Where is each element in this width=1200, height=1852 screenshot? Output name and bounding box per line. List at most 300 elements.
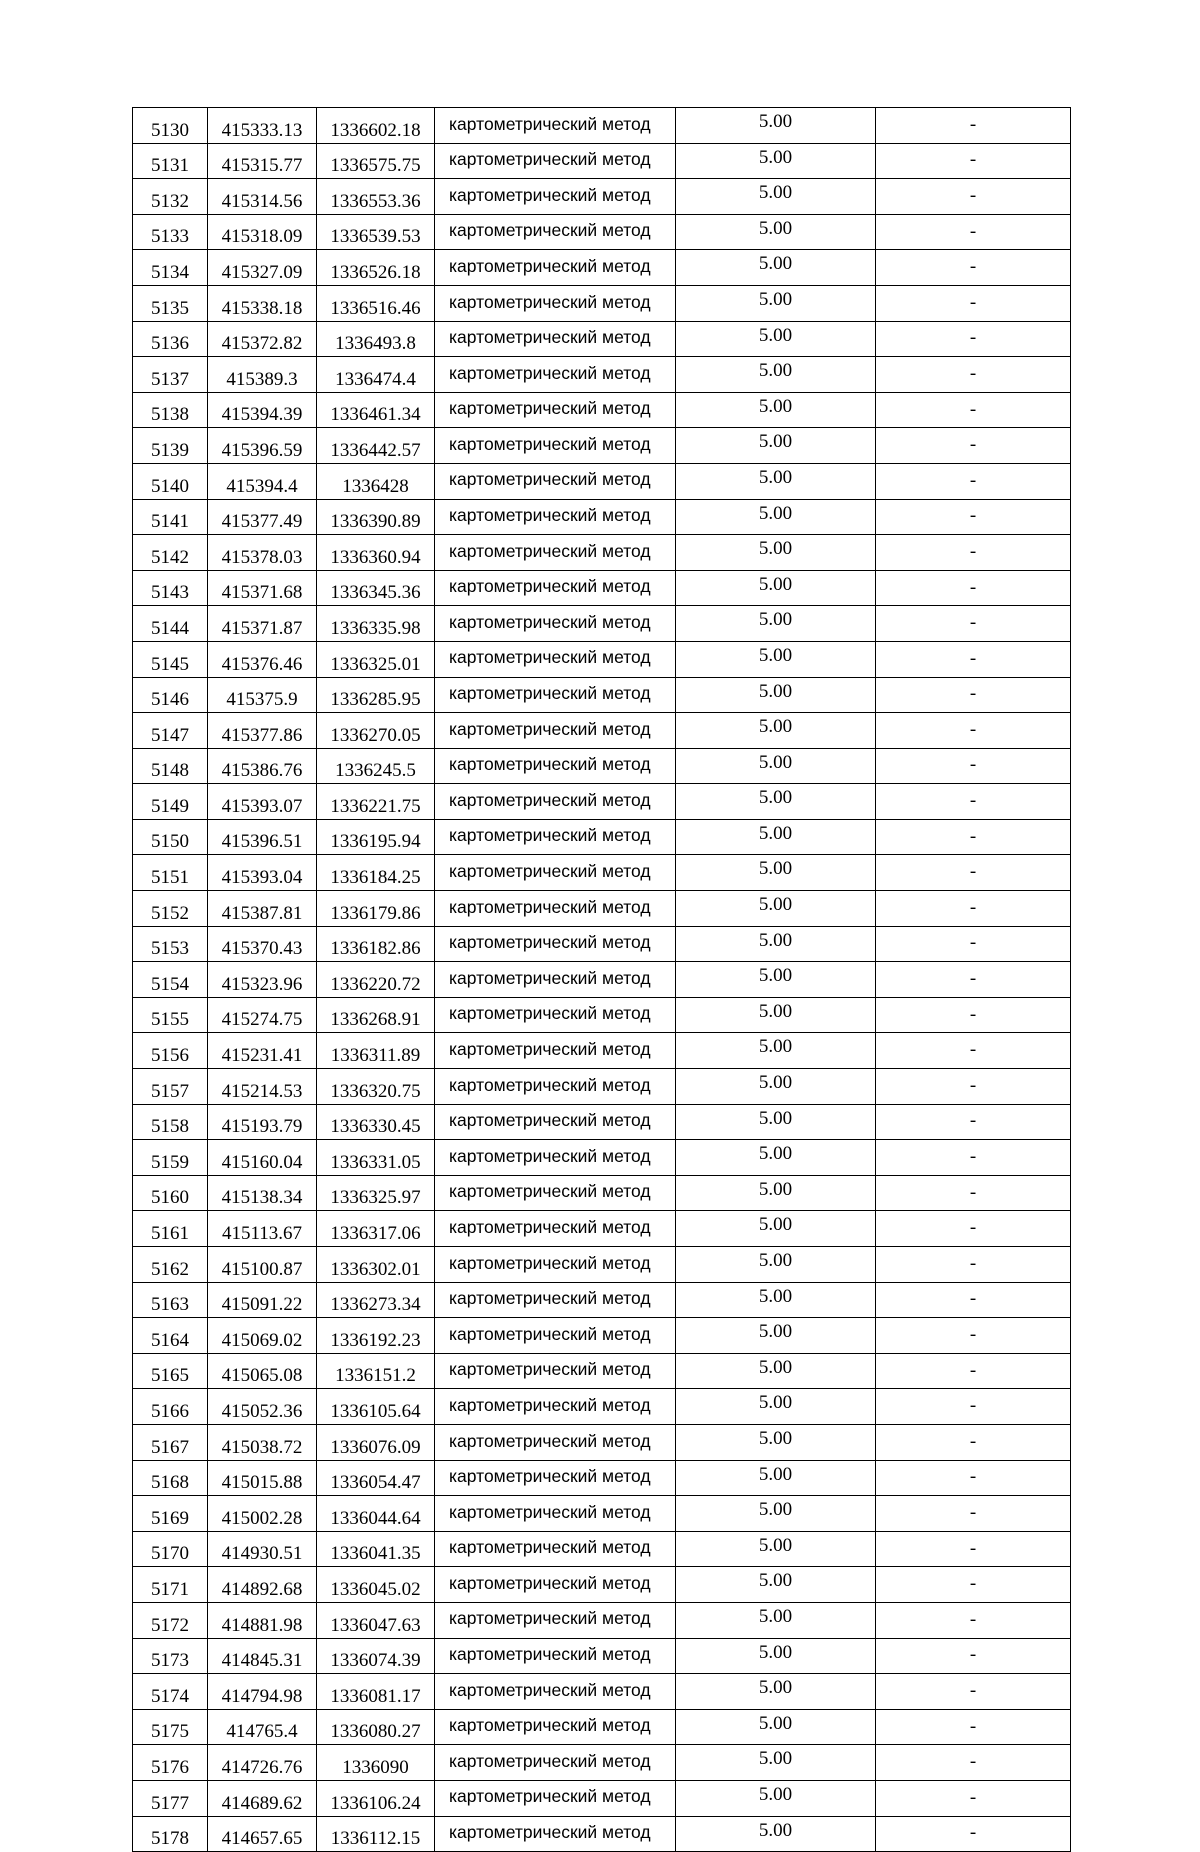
- accuracy-cell: 5.00: [676, 748, 876, 784]
- point-number-cell: 5153: [133, 926, 208, 962]
- x-coordinate-cell: 415069.02: [208, 1318, 317, 1354]
- x-coordinate-cell: 414881.98: [208, 1602, 317, 1638]
- y-coordinate-cell: 1336330.45: [317, 1104, 435, 1140]
- accuracy-cell: 5.00: [676, 677, 876, 713]
- note-cell: -: [876, 1175, 1071, 1211]
- note-cell: -: [876, 819, 1071, 855]
- point-number-cell: 5130: [133, 108, 208, 144]
- note-cell: -: [876, 179, 1071, 215]
- x-coordinate-cell: 415160.04: [208, 1140, 317, 1176]
- point-number-cell: 5164: [133, 1318, 208, 1354]
- table-row: [133, 1424, 1071, 1460]
- x-coordinate-cell: 415100.87: [208, 1247, 317, 1283]
- x-coordinate-cell: 415091.22: [208, 1282, 317, 1318]
- method-cell: картометрический метод: [435, 606, 676, 642]
- x-coordinate-cell: 414892.68: [208, 1567, 317, 1603]
- accuracy-cell: 5.00: [676, 1638, 876, 1674]
- note-cell: -: [876, 1104, 1071, 1140]
- x-coordinate-cell: 415371.68: [208, 570, 317, 606]
- point-number-cell: 5144: [133, 606, 208, 642]
- accuracy-cell: 5.00: [676, 321, 876, 357]
- accuracy-cell: 5.00: [676, 1567, 876, 1603]
- table-row: [133, 1816, 1071, 1852]
- point-number-cell: 5142: [133, 535, 208, 571]
- accuracy-cell: 5.00: [676, 1318, 876, 1354]
- note-cell: -: [876, 1496, 1071, 1532]
- table-row: [133, 1247, 1071, 1283]
- method-cell: картометрический метод: [435, 891, 676, 927]
- y-coordinate-cell: 1336245.5: [317, 748, 435, 784]
- accuracy-cell: 5.00: [676, 143, 876, 179]
- x-coordinate-cell: 415387.81: [208, 891, 317, 927]
- x-coordinate-cell: 414845.31: [208, 1638, 317, 1674]
- point-number-cell: 5162: [133, 1247, 208, 1283]
- point-number-cell: 5167: [133, 1424, 208, 1460]
- y-coordinate-cell: 1336106.24: [317, 1780, 435, 1816]
- method-cell: картометрический метод: [435, 1140, 676, 1176]
- accuracy-cell: 5.00: [676, 784, 876, 820]
- x-coordinate-cell: 415138.34: [208, 1175, 317, 1211]
- y-coordinate-cell: 1336054.47: [317, 1460, 435, 1496]
- method-cell: картометрический метод: [435, 1674, 676, 1710]
- y-coordinate-cell: 1336320.75: [317, 1069, 435, 1105]
- table-row: [133, 285, 1071, 321]
- note-cell: -: [876, 1033, 1071, 1069]
- x-coordinate-cell: 415015.88: [208, 1460, 317, 1496]
- note-cell: -: [876, 997, 1071, 1033]
- x-coordinate-cell: 415375.9: [208, 677, 317, 713]
- coordinates-table: [132, 107, 1071, 1852]
- point-number-cell: 5171: [133, 1567, 208, 1603]
- table-row: [133, 499, 1071, 535]
- table-row: [133, 784, 1071, 820]
- y-coordinate-cell: 1336539.53: [317, 214, 435, 250]
- method-cell: картометрический метод: [435, 677, 676, 713]
- note-cell: -: [876, 392, 1071, 428]
- y-coordinate-cell: 1336331.05: [317, 1140, 435, 1176]
- point-number-cell: 5136: [133, 321, 208, 357]
- table-row: [133, 1745, 1071, 1781]
- y-coordinate-cell: 1336553.36: [317, 179, 435, 215]
- note-cell: -: [876, 285, 1071, 321]
- x-coordinate-cell: 414930.51: [208, 1531, 317, 1567]
- table-row: [133, 606, 1071, 642]
- note-cell: -: [876, 1567, 1071, 1603]
- note-cell: -: [876, 1674, 1071, 1710]
- method-cell: картометрический метод: [435, 1496, 676, 1532]
- method-cell: картометрический метод: [435, 1424, 676, 1460]
- y-coordinate-cell: 1336325.01: [317, 641, 435, 677]
- table-row: [133, 535, 1071, 571]
- method-cell: картометрический метод: [435, 819, 676, 855]
- table-row: [133, 1175, 1071, 1211]
- y-coordinate-cell: 1336325.97: [317, 1175, 435, 1211]
- accuracy-cell: 5.00: [676, 1211, 876, 1247]
- accuracy-cell: 5.00: [676, 1496, 876, 1532]
- method-cell: картометрический метод: [435, 463, 676, 499]
- table-row: [133, 179, 1071, 215]
- x-coordinate-cell: 415314.56: [208, 179, 317, 215]
- method-cell: картометрический метод: [435, 713, 676, 749]
- accuracy-cell: 5.00: [676, 179, 876, 215]
- y-coordinate-cell: 1336080.27: [317, 1709, 435, 1745]
- accuracy-cell: 5.00: [676, 108, 876, 144]
- y-coordinate-cell: 1336081.17: [317, 1674, 435, 1710]
- table-row: [133, 570, 1071, 606]
- table-row: [133, 1709, 1071, 1745]
- note-cell: -: [876, 428, 1071, 464]
- accuracy-cell: 5.00: [676, 1247, 876, 1283]
- point-number-cell: 5151: [133, 855, 208, 891]
- point-number-cell: 5155: [133, 997, 208, 1033]
- accuracy-cell: 5.00: [676, 285, 876, 321]
- x-coordinate-cell: 415318.09: [208, 214, 317, 250]
- x-coordinate-cell: 415396.59: [208, 428, 317, 464]
- table-row: [133, 1638, 1071, 1674]
- x-coordinate-cell: 415333.13: [208, 108, 317, 144]
- y-coordinate-cell: 1336220.72: [317, 962, 435, 998]
- y-coordinate-cell: 1336112.15: [317, 1816, 435, 1852]
- point-number-cell: 5131: [133, 143, 208, 179]
- table-row: [133, 428, 1071, 464]
- note-cell: -: [876, 1282, 1071, 1318]
- y-coordinate-cell: 1336047.63: [317, 1602, 435, 1638]
- point-number-cell: 5134: [133, 250, 208, 286]
- point-number-cell: 5148: [133, 748, 208, 784]
- point-number-cell: 5158: [133, 1104, 208, 1140]
- y-coordinate-cell: 1336302.01: [317, 1247, 435, 1283]
- point-number-cell: 5176: [133, 1745, 208, 1781]
- x-coordinate-cell: 415371.87: [208, 606, 317, 642]
- y-coordinate-cell: 1336045.02: [317, 1567, 435, 1603]
- point-number-cell: 5147: [133, 713, 208, 749]
- accuracy-cell: 5.00: [676, 463, 876, 499]
- point-number-cell: 5172: [133, 1602, 208, 1638]
- y-coordinate-cell: 1336461.34: [317, 392, 435, 428]
- y-coordinate-cell: 1336474.4: [317, 357, 435, 393]
- note-cell: -: [876, 1780, 1071, 1816]
- accuracy-cell: 5.00: [676, 1602, 876, 1638]
- y-coordinate-cell: 1336268.91: [317, 997, 435, 1033]
- accuracy-cell: 5.00: [676, 1531, 876, 1567]
- accuracy-cell: 5.00: [676, 214, 876, 250]
- table-row: [133, 748, 1071, 784]
- point-number-cell: 5169: [133, 1496, 208, 1532]
- table-row: [133, 1282, 1071, 1318]
- point-number-cell: 5139: [133, 428, 208, 464]
- y-coordinate-cell: 1336428: [317, 463, 435, 499]
- method-cell: картометрический метод: [435, 1638, 676, 1674]
- note-cell: -: [876, 1424, 1071, 1460]
- x-coordinate-cell: 414689.62: [208, 1780, 317, 1816]
- method-cell: картометрический метод: [435, 1211, 676, 1247]
- accuracy-cell: 5.00: [676, 357, 876, 393]
- accuracy-cell: 5.00: [676, 891, 876, 927]
- method-cell: картометрический метод: [435, 997, 676, 1033]
- accuracy-cell: 5.00: [676, 641, 876, 677]
- method-cell: картометрический метод: [435, 641, 676, 677]
- note-cell: -: [876, 1211, 1071, 1247]
- y-coordinate-cell: 1336311.89: [317, 1033, 435, 1069]
- point-number-cell: 5152: [133, 891, 208, 927]
- table-row: [133, 819, 1071, 855]
- point-number-cell: 5163: [133, 1282, 208, 1318]
- point-number-cell: 5165: [133, 1353, 208, 1389]
- accuracy-cell: 5.00: [676, 1460, 876, 1496]
- y-coordinate-cell: 1336493.8: [317, 321, 435, 357]
- note-cell: -: [876, 962, 1071, 998]
- method-cell: картометрический метод: [435, 1175, 676, 1211]
- method-cell: картометрический метод: [435, 1247, 676, 1283]
- note-cell: -: [876, 1460, 1071, 1496]
- note-cell: -: [876, 321, 1071, 357]
- table-row: [133, 997, 1071, 1033]
- accuracy-cell: 5.00: [676, 606, 876, 642]
- method-cell: картометрический метод: [435, 926, 676, 962]
- x-coordinate-cell: 415370.43: [208, 926, 317, 962]
- point-number-cell: 5161: [133, 1211, 208, 1247]
- table-row: [133, 1602, 1071, 1638]
- table-row: [133, 321, 1071, 357]
- point-number-cell: 5146: [133, 677, 208, 713]
- point-number-cell: 5149: [133, 784, 208, 820]
- point-number-cell: 5133: [133, 214, 208, 250]
- method-cell: картометрический метод: [435, 1318, 676, 1354]
- method-cell: картометрический метод: [435, 1460, 676, 1496]
- accuracy-cell: 5.00: [676, 1140, 876, 1176]
- method-cell: картометрический метод: [435, 285, 676, 321]
- table-row: [133, 962, 1071, 998]
- point-number-cell: 5160: [133, 1175, 208, 1211]
- accuracy-cell: 5.00: [676, 535, 876, 571]
- method-cell: картометрический метод: [435, 108, 676, 144]
- y-coordinate-cell: 1336345.36: [317, 570, 435, 606]
- note-cell: -: [876, 1531, 1071, 1567]
- method-cell: картометрический метод: [435, 962, 676, 998]
- note-cell: -: [876, 677, 1071, 713]
- note-cell: -: [876, 641, 1071, 677]
- accuracy-cell: 5.00: [676, 1745, 876, 1781]
- method-cell: картометрический метод: [435, 179, 676, 215]
- table-row: [133, 641, 1071, 677]
- accuracy-cell: 5.00: [676, 1709, 876, 1745]
- note-cell: -: [876, 1709, 1071, 1745]
- y-coordinate-cell: 1336090: [317, 1745, 435, 1781]
- table-row: [133, 1318, 1071, 1354]
- table-row: [133, 1496, 1071, 1532]
- table-row: [133, 1389, 1071, 1425]
- x-coordinate-cell: 415389.3: [208, 357, 317, 393]
- table-row: [133, 357, 1071, 393]
- note-cell: -: [876, 250, 1071, 286]
- point-number-cell: 5138: [133, 392, 208, 428]
- x-coordinate-cell: 415338.18: [208, 285, 317, 321]
- table-row: [133, 1460, 1071, 1496]
- point-number-cell: 5175: [133, 1709, 208, 1745]
- note-cell: -: [876, 1318, 1071, 1354]
- note-cell: -: [876, 784, 1071, 820]
- method-cell: картометрический метод: [435, 1816, 676, 1852]
- note-cell: -: [876, 1602, 1071, 1638]
- method-cell: картометрический метод: [435, 428, 676, 464]
- method-cell: картометрический метод: [435, 1780, 676, 1816]
- note-cell: -: [876, 1816, 1071, 1852]
- table-row: [133, 1674, 1071, 1710]
- point-number-cell: 5166: [133, 1389, 208, 1425]
- method-cell: картометрический метод: [435, 784, 676, 820]
- table-row: [133, 855, 1071, 891]
- accuracy-cell: 5.00: [676, 392, 876, 428]
- method-cell: картометрический метод: [435, 1745, 676, 1781]
- y-coordinate-cell: 1336105.64: [317, 1389, 435, 1425]
- x-coordinate-cell: 415386.76: [208, 748, 317, 784]
- method-cell: картометрический метод: [435, 392, 676, 428]
- method-cell: картометрический метод: [435, 855, 676, 891]
- x-coordinate-cell: 415393.04: [208, 855, 317, 891]
- note-cell: -: [876, 535, 1071, 571]
- x-coordinate-cell: 415065.08: [208, 1353, 317, 1389]
- y-coordinate-cell: 1336575.75: [317, 143, 435, 179]
- x-coordinate-cell: 415193.79: [208, 1104, 317, 1140]
- method-cell: картометрический метод: [435, 1602, 676, 1638]
- y-coordinate-cell: 1336044.64: [317, 1496, 435, 1532]
- y-coordinate-cell: 1336270.05: [317, 713, 435, 749]
- table-row: [133, 891, 1071, 927]
- table-row: [133, 250, 1071, 286]
- table-row: [133, 392, 1071, 428]
- point-number-cell: 5137: [133, 357, 208, 393]
- note-cell: -: [876, 463, 1071, 499]
- table-row: [133, 1567, 1071, 1603]
- x-coordinate-cell: 414726.76: [208, 1745, 317, 1781]
- table-row: [133, 214, 1071, 250]
- method-cell: картометрический метод: [435, 214, 676, 250]
- note-cell: -: [876, 891, 1071, 927]
- method-cell: картометрический метод: [435, 1033, 676, 1069]
- method-cell: картометрический метод: [435, 499, 676, 535]
- accuracy-cell: 5.00: [676, 713, 876, 749]
- point-number-cell: 5141: [133, 499, 208, 535]
- x-coordinate-cell: 415393.07: [208, 784, 317, 820]
- note-cell: -: [876, 143, 1071, 179]
- accuracy-cell: 5.00: [676, 428, 876, 464]
- table-row: [133, 677, 1071, 713]
- point-number-cell: 5132: [133, 179, 208, 215]
- x-coordinate-cell: 414657.65: [208, 1816, 317, 1852]
- x-coordinate-cell: 415394.39: [208, 392, 317, 428]
- y-coordinate-cell: 1336526.18: [317, 250, 435, 286]
- x-coordinate-cell: 415378.03: [208, 535, 317, 571]
- table-row: [133, 1140, 1071, 1176]
- accuracy-cell: 5.00: [676, 1816, 876, 1852]
- y-coordinate-cell: 1336182.86: [317, 926, 435, 962]
- accuracy-cell: 5.00: [676, 1069, 876, 1105]
- y-coordinate-cell: 1336390.89: [317, 499, 435, 535]
- note-cell: -: [876, 108, 1071, 144]
- point-number-cell: 5168: [133, 1460, 208, 1496]
- point-number-cell: 5143: [133, 570, 208, 606]
- x-coordinate-cell: 415376.46: [208, 641, 317, 677]
- x-coordinate-cell: 415377.49: [208, 499, 317, 535]
- y-coordinate-cell: 1336360.94: [317, 535, 435, 571]
- x-coordinate-cell: 414794.98: [208, 1674, 317, 1710]
- accuracy-cell: 5.00: [676, 1674, 876, 1710]
- table-row: [133, 1780, 1071, 1816]
- point-number-cell: 5177: [133, 1780, 208, 1816]
- y-coordinate-cell: 1336074.39: [317, 1638, 435, 1674]
- method-cell: картометрический метод: [435, 1709, 676, 1745]
- note-cell: -: [876, 499, 1071, 535]
- method-cell: картометрический метод: [435, 570, 676, 606]
- note-cell: -: [876, 1140, 1071, 1176]
- table-row: [133, 1353, 1071, 1389]
- y-coordinate-cell: 1336179.86: [317, 891, 435, 927]
- x-coordinate-cell: 415377.86: [208, 713, 317, 749]
- x-coordinate-cell: 415038.72: [208, 1424, 317, 1460]
- point-number-cell: 5178: [133, 1816, 208, 1852]
- point-number-cell: 5140: [133, 463, 208, 499]
- accuracy-cell: 5.00: [676, 1353, 876, 1389]
- method-cell: картометрический метод: [435, 321, 676, 357]
- x-coordinate-cell: 415113.67: [208, 1211, 317, 1247]
- accuracy-cell: 5.00: [676, 855, 876, 891]
- note-cell: -: [876, 926, 1071, 962]
- x-coordinate-cell: 415394.4: [208, 463, 317, 499]
- x-coordinate-cell: 415002.28: [208, 1496, 317, 1532]
- y-coordinate-cell: 1336192.23: [317, 1318, 435, 1354]
- method-cell: картометрический метод: [435, 1104, 676, 1140]
- y-coordinate-cell: 1336195.94: [317, 819, 435, 855]
- table-row: [133, 1211, 1071, 1247]
- x-coordinate-cell: 415214.53: [208, 1069, 317, 1105]
- point-number-cell: 5174: [133, 1674, 208, 1710]
- note-cell: -: [876, 214, 1071, 250]
- method-cell: картометрический метод: [435, 1353, 676, 1389]
- table-row: [133, 1069, 1071, 1105]
- y-coordinate-cell: 1336442.57: [317, 428, 435, 464]
- note-cell: -: [876, 1069, 1071, 1105]
- method-cell: картометрический метод: [435, 748, 676, 784]
- accuracy-cell: 5.00: [676, 1389, 876, 1425]
- accuracy-cell: 5.00: [676, 1424, 876, 1460]
- point-number-cell: 5159: [133, 1140, 208, 1176]
- table-row: [133, 1104, 1071, 1140]
- x-coordinate-cell: 415052.36: [208, 1389, 317, 1425]
- accuracy-cell: 5.00: [676, 1175, 876, 1211]
- point-number-cell: 5157: [133, 1069, 208, 1105]
- point-number-cell: 5154: [133, 962, 208, 998]
- x-coordinate-cell: 415274.75: [208, 997, 317, 1033]
- y-coordinate-cell: 1336151.2: [317, 1353, 435, 1389]
- note-cell: -: [876, 1389, 1071, 1425]
- x-coordinate-cell: 414765.4: [208, 1709, 317, 1745]
- accuracy-cell: 5.00: [676, 962, 876, 998]
- x-coordinate-cell: 415327.09: [208, 250, 317, 286]
- table-row: [133, 108, 1071, 144]
- method-cell: картометрический метод: [435, 1567, 676, 1603]
- accuracy-cell: 5.00: [676, 1033, 876, 1069]
- accuracy-cell: 5.00: [676, 1282, 876, 1318]
- table-row: [133, 143, 1071, 179]
- method-cell: картометрический метод: [435, 1069, 676, 1105]
- y-coordinate-cell: 1336221.75: [317, 784, 435, 820]
- note-cell: -: [876, 1353, 1071, 1389]
- accuracy-cell: 5.00: [676, 997, 876, 1033]
- y-coordinate-cell: 1336335.98: [317, 606, 435, 642]
- table-row: [133, 1531, 1071, 1567]
- y-coordinate-cell: 1336602.18: [317, 108, 435, 144]
- table-row: [133, 463, 1071, 499]
